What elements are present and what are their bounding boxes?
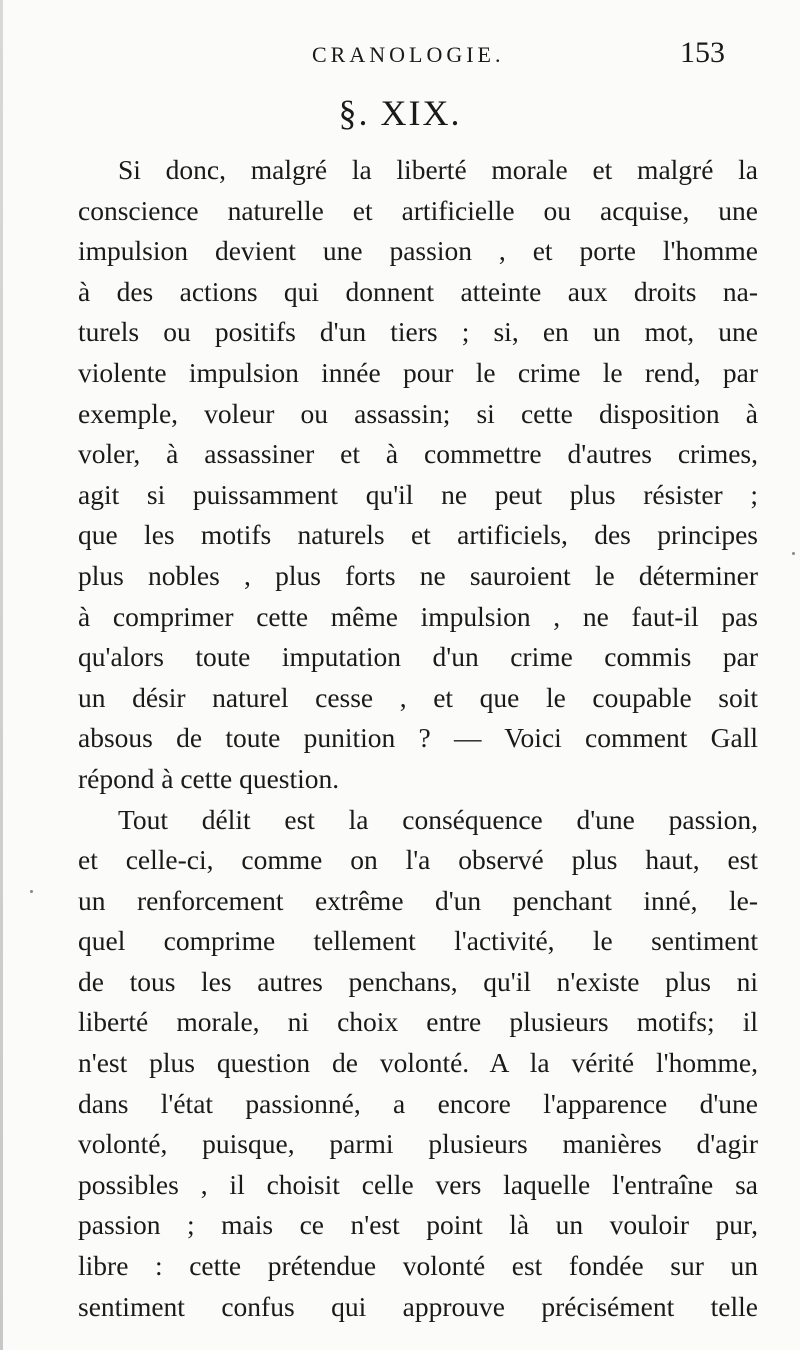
text-line: de tous les autres penchans, qu'il n'existe plus ni (78, 965, 758, 997)
text-line: violente impulsion innée pour le crime le rend, par (78, 356, 758, 388)
print-speck (30, 890, 33, 893)
text-line: n'est plus question de volonté. A la vérité l'homme, (78, 1047, 758, 1079)
text-line: quel comprime tellement l'activité, le sentiment (78, 925, 758, 957)
running-title: CRANOLOGIE. (312, 42, 505, 67)
text-line: volonté, puisque, parmi plusieurs manières d'agir (78, 1128, 758, 1160)
page-edge (0, 0, 3, 1350)
text-line: Si donc, malgré la liberté morale et malgré la (118, 154, 758, 185)
text-line: possibles , il choisit celle vers laquelle l'entraîne sa (78, 1168, 758, 1200)
text-line: sentiment confus qui approuve précisément telle (78, 1290, 758, 1322)
text-line: à comprimer cette même impulsion , ne faut-il pas (78, 600, 758, 632)
body-text (78, 150, 758, 1327)
text-line: un désir naturel cesse , et que le coupable soit (78, 681, 758, 713)
text-line: liberté morale, ni choix entre plusieurs motifs; il (78, 1006, 758, 1038)
text-line: conscience naturelle et artificielle ou acquise, une (78, 194, 758, 226)
text-line: Tout délit est la conséquence d'une passion, (118, 803, 758, 835)
text-line: agit si puissamment qu'il ne peut plus résister ; (78, 478, 758, 510)
text-line: à des actions qui donnent atteinte aux droits na- (78, 275, 758, 307)
text-line: turels ou positifs d'un tiers ; si, en un mot, une (78, 316, 758, 348)
print-speck (792, 552, 795, 555)
text-line: un renforcement extrême d'un penchant inné, le- (78, 884, 758, 916)
text-line: absous de toute punition ? — Voici comment Gall (78, 722, 758, 754)
text-line: voler, à assassiner et à commettre d'autres crimes, (78, 438, 758, 470)
text-line: que les motifs naturels et artificiels, des principes (78, 519, 758, 551)
text-line: passion ; mais ce n'est point là un vouloir pur, (78, 1209, 758, 1241)
paragraph (78, 150, 758, 800)
text-line: qu'alors toute imputation d'un crime commis par (78, 641, 758, 673)
text-line: exemple, voleur ou assassin; si cette disposition à (78, 397, 758, 429)
text-line: et celle-ci, comme on l'a observé plus haut, est (78, 844, 758, 876)
text-line: dans l'état passionné, a encore l'apparence d'une (78, 1087, 758, 1119)
text-line: plus nobles , plus forts ne sauroient le déterminer (78, 559, 758, 591)
paragraph (78, 800, 758, 1328)
text-line: libre : cette prétendue volonté est fondée sur un (78, 1250, 758, 1282)
section-heading: §. XIX. (338, 93, 462, 133)
text-line: répond à cette question. (78, 762, 340, 794)
text-line: impulsion devient une passion , et porte l'homme (78, 235, 758, 267)
running-head (0, 36, 800, 76)
page-number: 153 (680, 36, 725, 69)
